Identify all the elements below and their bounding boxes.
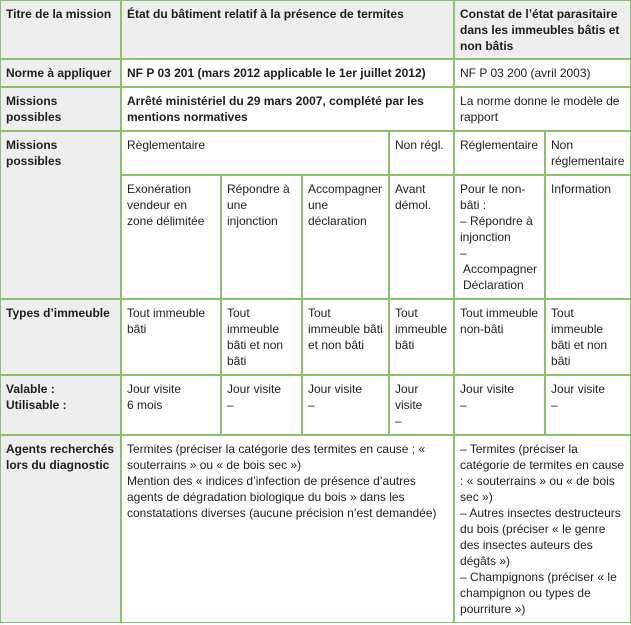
type-cell: Tout immeuble bâti et non bâti bbox=[302, 299, 389, 375]
norme-parasitaire: NF P 03 200 (avril 2003) bbox=[454, 59, 631, 87]
valable-line: 6 mois bbox=[127, 398, 163, 412]
row-types-immeuble bbox=[0, 299, 631, 375]
valable-line: Jour visite bbox=[227, 382, 282, 396]
valable-line: Jour visite bbox=[308, 382, 363, 396]
row-valable bbox=[0, 375, 631, 435]
valable-line: – bbox=[308, 398, 315, 412]
cell-reglementaire: Règlementaire bbox=[121, 131, 389, 175]
valable-line: – bbox=[395, 414, 402, 428]
valable-line: Jour visite bbox=[395, 382, 423, 412]
valable-line: – bbox=[551, 398, 558, 412]
cell-information: Information bbox=[545, 175, 631, 299]
agents-termites-line: Termites (préciser la catégorie des termites en cause ; « souterrains » ou « de bois sec ») bbox=[127, 442, 426, 472]
parasitaire-title: Constat de l’état parasitaire dans les immeubles bâtis et non bâtis bbox=[454, 0, 631, 59]
non-bati-line: Pour le non-bâti : bbox=[460, 182, 526, 212]
type-cell: Tout immeuble bâti bbox=[389, 299, 454, 375]
cell-parasitaire-non-reglementaire: Non réglementaire bbox=[545, 131, 631, 175]
agents-parasitaire-line: – Autres insectes destructeurs du bois (préciser « le genre des insectes auteurs des dégâts ») bbox=[460, 506, 621, 568]
valable-cell bbox=[545, 375, 631, 435]
cell-exoneration: Exonération vendeur en zone délimitée bbox=[121, 175, 221, 299]
agents-parasitaire-line: – Champignons (préciser « le champignon ou types de pourriture ») bbox=[460, 570, 617, 616]
missions-parasitaire: La norme donne le modèle de rapport bbox=[454, 87, 631, 131]
valable-cell bbox=[302, 375, 389, 435]
cell-non-bati bbox=[454, 175, 545, 299]
label-missions-1: Missions possibles bbox=[0, 87, 121, 131]
agents-parasitaire-line: – Termites (préciser la catégorie de termites en cause : « souterrains » ou « de bois sec ») bbox=[460, 442, 625, 504]
cell-non-regl: Non régl. bbox=[389, 131, 454, 175]
type-cell: Tout immeuble bâti et non bâti bbox=[221, 299, 302, 375]
valable-line: – bbox=[460, 398, 467, 412]
type-cell: Tout immeuble non-bâti bbox=[454, 299, 545, 375]
valable-cell bbox=[454, 375, 545, 435]
non-bati-line: Accompagner Déclaration bbox=[463, 262, 538, 292]
label-agents: Agents recherchés lors du diagnostic bbox=[0, 435, 121, 623]
cell-parasitaire-reglementaire: Réglementaire bbox=[454, 131, 545, 175]
valable-line: Jour visite bbox=[551, 382, 606, 396]
agents-termites-line: Mention des « indices d’infection de présence d’autres agents de dégradation biologique du bois » dans les constatations diverses (aucune précision n’est demandée) bbox=[127, 474, 437, 520]
row-missions-2 bbox=[0, 131, 631, 175]
label-types-immeuble: Types d’immeuble bbox=[0, 299, 121, 375]
agents-parasitaire bbox=[454, 435, 631, 623]
valable-label-line: Utilisable : bbox=[6, 398, 67, 412]
valable-cell bbox=[389, 375, 454, 435]
type-cell: Tout immeuble bâti et non bâti bbox=[545, 299, 631, 375]
non-bati-line: – Répondre à injonction bbox=[460, 214, 533, 244]
cell-avant-demol: Avant démol. bbox=[389, 175, 454, 299]
missions-termites: Arrêté ministériel du 29 mars 2007, complété par les mentions normatives bbox=[121, 87, 454, 131]
valable-label-line: Valable : bbox=[6, 382, 55, 396]
label-valable bbox=[0, 375, 121, 435]
valable-line: – bbox=[227, 398, 234, 412]
cell-accompagner: Accompagner une déclaration bbox=[302, 175, 389, 299]
termites-title: État du bâtiment relatif à la présence de termites bbox=[121, 0, 454, 59]
agents-termites bbox=[121, 435, 454, 623]
label-titre-mission: Titre de la mission bbox=[0, 0, 121, 59]
label-norme: Norme à appliquer bbox=[0, 59, 121, 87]
cell-repondre: Répondre à une injonction bbox=[221, 175, 302, 299]
row-missions-1 bbox=[0, 87, 631, 131]
row-titre bbox=[0, 0, 631, 59]
type-cell: Tout immeuble bâti bbox=[121, 299, 221, 375]
row-agents bbox=[0, 435, 631, 623]
label-missions-2: Missions possibles bbox=[0, 131, 121, 299]
valable-line: Jour visite bbox=[127, 382, 182, 396]
valable-cell bbox=[221, 375, 302, 435]
norme-termites: NF P 03 201 (mars 2012 applicable le 1er juillet 2012) bbox=[121, 59, 454, 87]
valable-line: Jour visite bbox=[460, 382, 515, 396]
row-norme bbox=[0, 59, 631, 87]
non-bati-line: – bbox=[460, 246, 467, 260]
valable-cell bbox=[121, 375, 221, 435]
